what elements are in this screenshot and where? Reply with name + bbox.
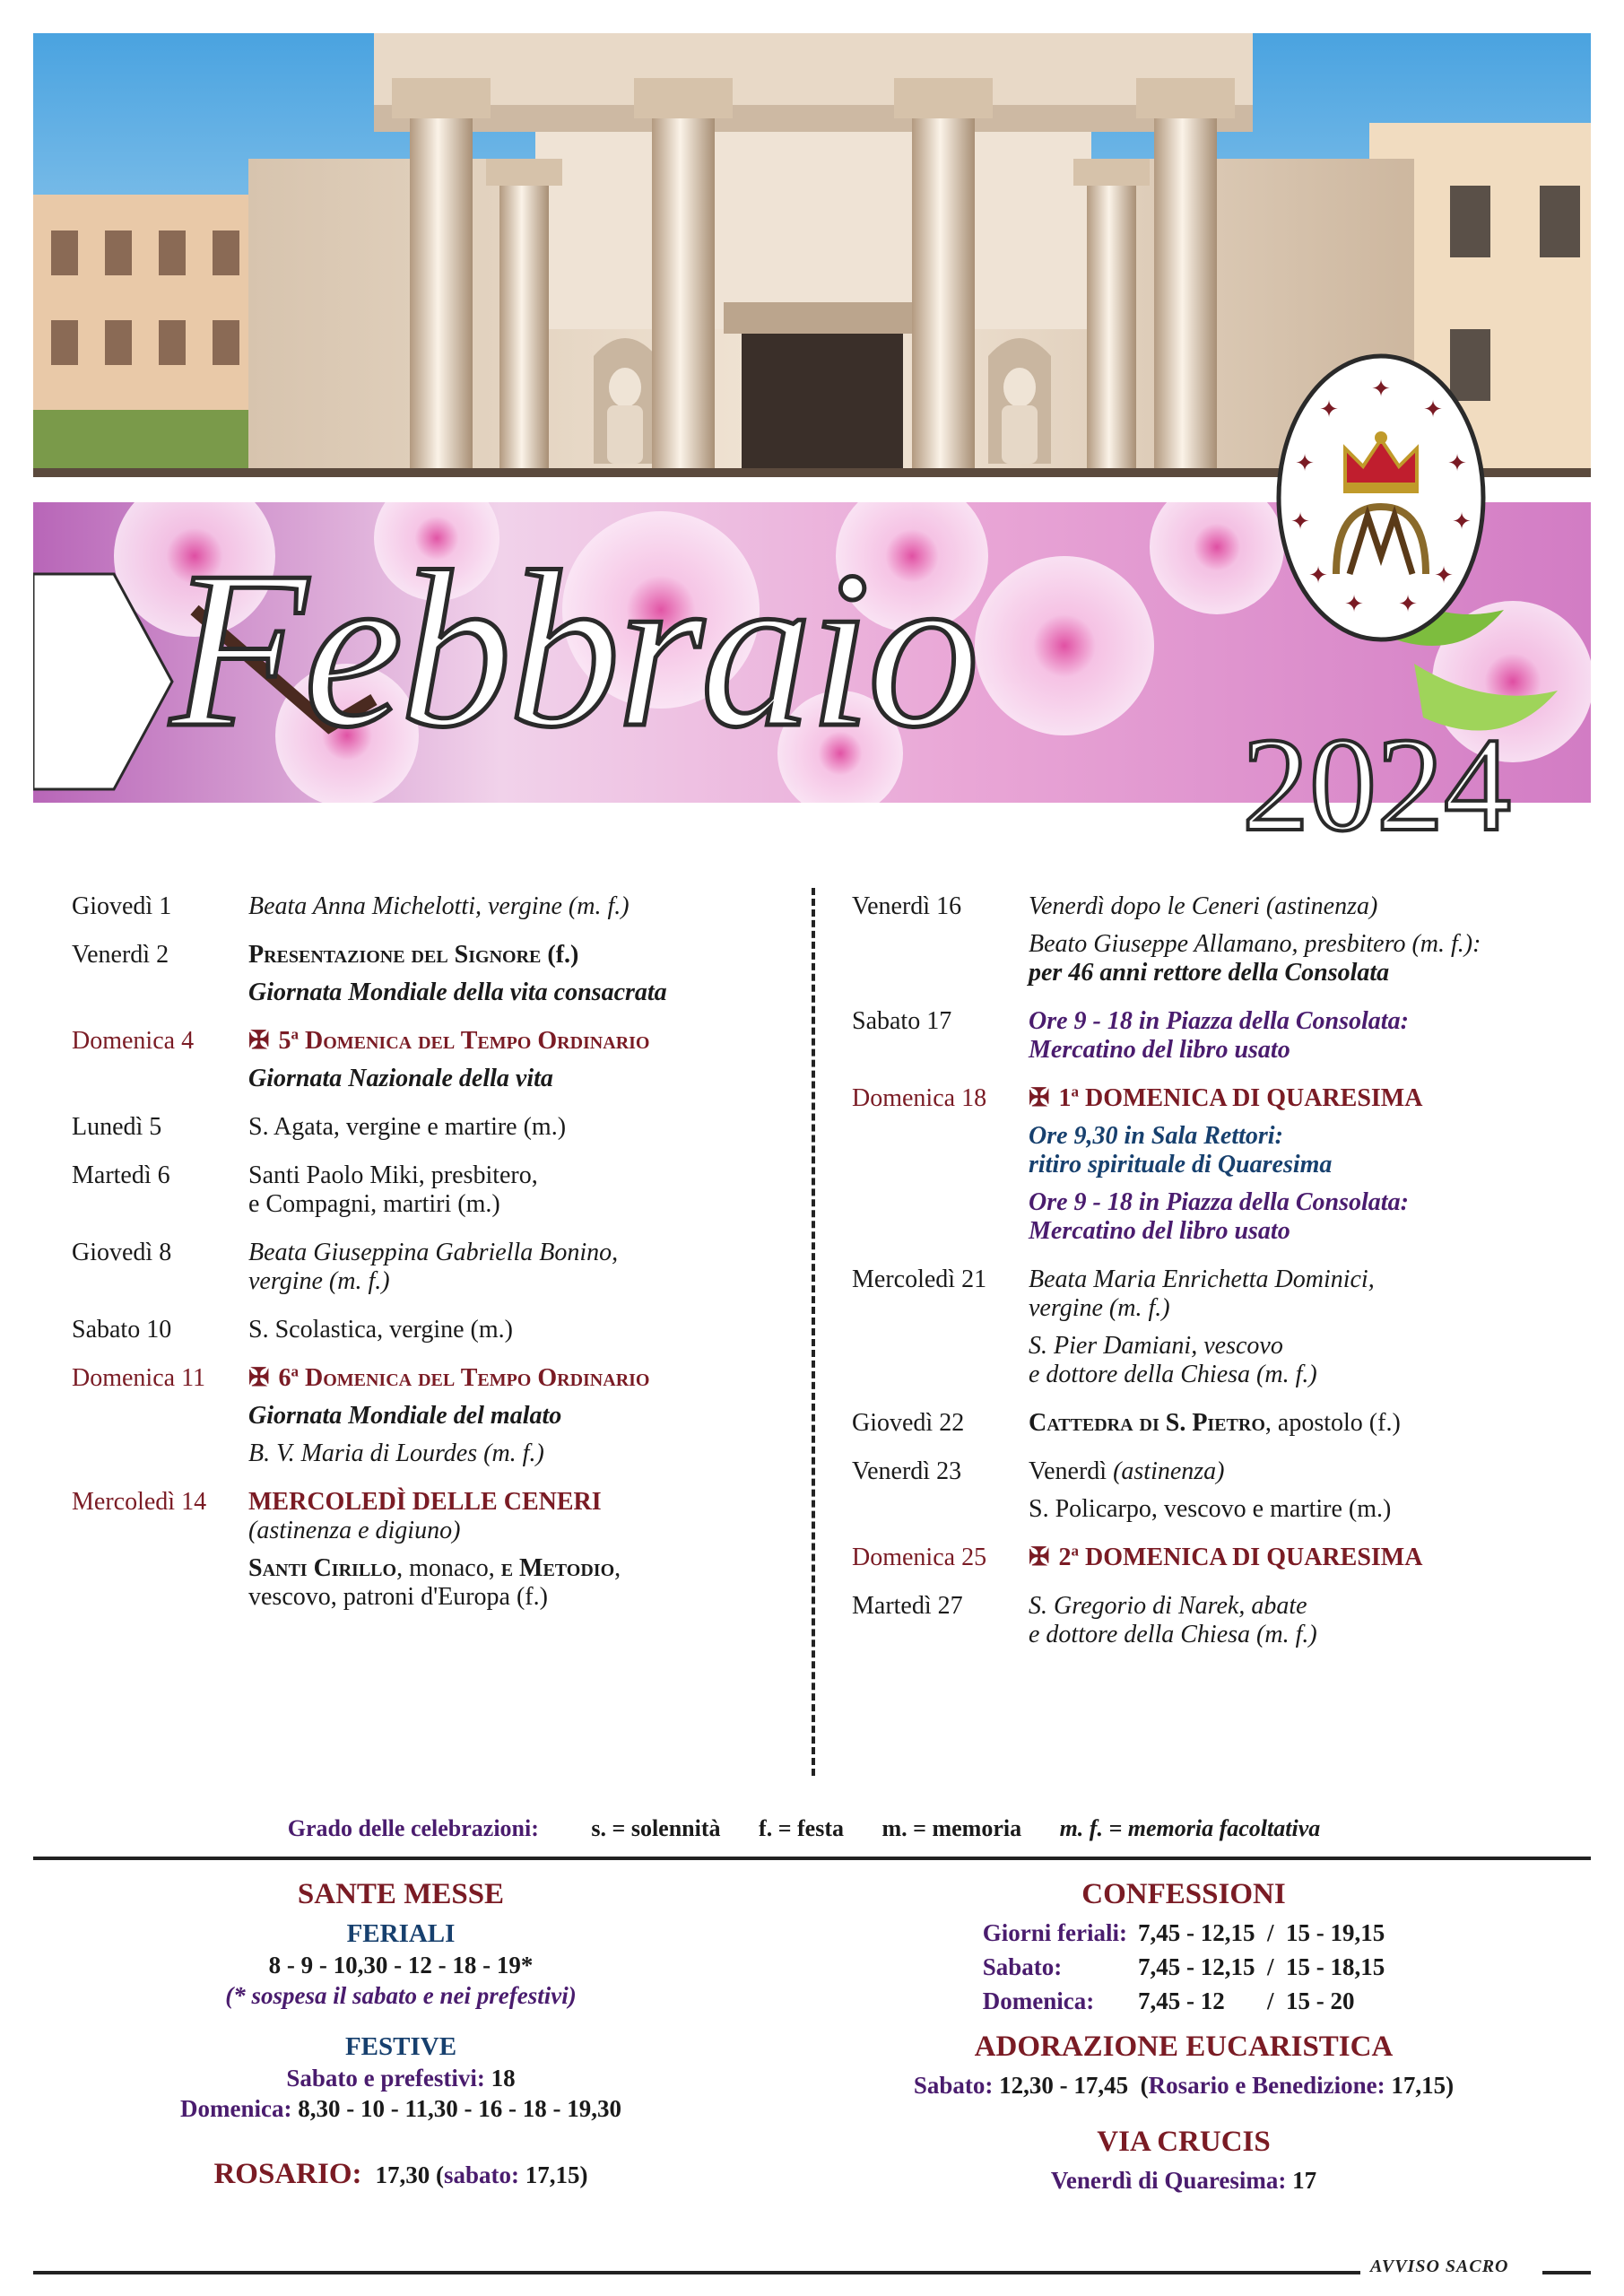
rosary-sat-label: sabato: <box>444 2161 520 2188</box>
entry-day: Mercoledì 14 <box>72 1488 207 1516</box>
entry-day: Venerdì 2 <box>72 941 169 969</box>
svg-text:✦: ✦ <box>1371 376 1391 403</box>
year-title: 2024 <box>1242 710 1511 859</box>
calendar-entry <box>72 1161 807 1219</box>
entry-day: Martedì 6 <box>72 1161 170 1189</box>
avviso-sacro-label: AVVISO SACRO <box>1370 2257 1509 2276</box>
svg-text:✦: ✦ <box>1290 509 1310 535</box>
entry-line <box>248 1554 807 1612</box>
entry-text: per 46 anni rettore della Consolata <box>1029 959 1390 987</box>
confessions-section: CONFESSIONI Giorni feriali: 7,45 - 12,15 / 15 - 19,15 Sabato: 7,45 - 12,15 / 15 - 18,15 Domenica: 7,45 - 12 / 15 - 20 ADORAZIONE EUCARISTICA Sabato: 12,30 - 17,45 (Rosario e Benedizione: 17,15) VIA CRUCIS Venerdì di Quaresima: 17 <box>807 1876 1560 2196</box>
entry-text: Presentazione del Signore <box>248 941 542 969</box>
holiday-title: FESTIVE <box>344 2032 457 2061</box>
entry-line <box>1029 1007 1587 1065</box>
entry-text: 6 <box>278 1364 291 1392</box>
entry-line <box>1029 1409 1587 1438</box>
calendar-entry <box>852 1007 1587 1065</box>
svg-text:✦: ✦ <box>1295 450 1315 477</box>
rosary-sat-time: 17,15 <box>525 2161 580 2188</box>
weekday-times: 8 - 9 - 10,30 - 12 - 18 - 19* <box>268 1952 534 1979</box>
entry-body <box>1029 1265 1587 1389</box>
section-rule <box>33 1857 1591 1860</box>
entry-text: Venerdì <box>1029 1457 1114 1485</box>
confessions-title: CONFESSIONI <box>1081 1878 1286 1910</box>
via-crucis-title: VIA CRUCIS <box>1097 2126 1271 2158</box>
entry-text: 2 <box>1058 1544 1072 1571</box>
entry-day: Sabato 10 <box>72 1316 172 1344</box>
rosary-label: ROSARIO: <box>213 2158 362 2190</box>
entry-text: Santi Paolo Miki, presbitero, e Compagni, martiri (m.) <box>248 1161 538 1218</box>
legend-label: Grado delle celebrazioni: <box>287 1815 539 1841</box>
legend-item: s. = solennità <box>591 1815 721 1841</box>
calendar-entry <box>72 1113 807 1142</box>
entry-text: S. Scolastica, vergine (m.) <box>248 1316 513 1344</box>
calendar-right-column <box>852 892 1587 1669</box>
entry-text: S. Policarpo, vescovo e martire (m.) <box>1029 1495 1392 1523</box>
calendar-left-column <box>72 892 807 1631</box>
celebration-legend <box>0 1815 1624 1842</box>
calendar-entry <box>852 1457 1587 1524</box>
via-crucis-time: 17 <box>1292 2167 1317 2194</box>
entry-line <box>1029 1265 1587 1323</box>
entry-text: DOMENICA DI QUARESIMA <box>1078 1544 1423 1571</box>
entry-text: S. Agata, vergine e martire (m.) <box>248 1113 567 1141</box>
adoration-title: ADORAZIONE EUCARISTICA <box>974 2031 1394 2063</box>
svg-text:✦: ✦ <box>1447 450 1467 477</box>
svg-text:✦: ✦ <box>1319 396 1339 423</box>
svg-text:✦: ✦ <box>1308 562 1328 589</box>
entry-body <box>248 1316 807 1344</box>
calendar-entry <box>852 892 1587 987</box>
entry-text: a <box>291 1025 299 1043</box>
conf-times: 7,45 - 12,15 / 15 - 19,15 <box>1137 1919 1385 1946</box>
svg-text:✦: ✦ <box>1423 396 1443 423</box>
entry-line <box>248 1113 807 1142</box>
entry-day: Giovedì 8 <box>72 1239 172 1266</box>
calendar-entry <box>852 1084 1587 1246</box>
entry-body <box>248 1239 807 1296</box>
calendar-entry <box>852 1544 1587 1572</box>
entry-day: Mercoledì 21 <box>852 1265 987 1293</box>
entry-day: Martedì 27 <box>852 1592 963 1620</box>
entry-text: MERCOLEDÌ DELLE CENERI <box>248 1488 602 1516</box>
entry-day: Giovedì 1 <box>72 892 172 920</box>
weekday-note: (* sospesa il sabato e nei prefestivi) <box>225 1982 577 2009</box>
calendar-entry <box>72 1364 807 1468</box>
entry-day: Sabato 17 <box>852 1007 952 1035</box>
entry-text: B. V. Maria di Lourdes (m. f.) <box>248 1439 544 1467</box>
cross-icon: ✠ <box>1029 1544 1050 1571</box>
entry-text: , apostolo (f.) <box>1264 1409 1401 1437</box>
entry-text: Beato Giuseppe Allamano, presbitero (m. f.): <box>1029 930 1481 958</box>
entry-day: Domenica 25 <box>852 1544 987 1571</box>
entry-day: Venerdì 16 <box>852 892 962 920</box>
calendar-entry <box>72 941 807 1007</box>
entry-text: Santi Cirillo <box>248 1554 397 1582</box>
entry-text: a <box>291 1362 299 1380</box>
entry-text: 1 <box>1058 1084 1072 1112</box>
entry-line <box>1029 892 1587 921</box>
entry-text: Domenica del Tempo Ordinario <box>298 1364 650 1392</box>
entry-text: a <box>1071 1542 1079 1560</box>
entry-body <box>248 1027 807 1093</box>
entry-line <box>248 1364 807 1393</box>
entry-body <box>248 1364 807 1468</box>
sunday-times: 8,30 - 10 - 11,30 - 16 - 18 - 19,30 <box>298 2095 621 2122</box>
entry-text: Ore 9 - 18 in Piazza della Consolata: Mercatino del libro usato <box>1029 1007 1409 1064</box>
entry-text: Domenica del Tempo Ordinario <box>298 1027 650 1055</box>
adoration-sat-label: Sabato: <box>913 2072 994 2099</box>
entry-body <box>1029 1544 1587 1572</box>
cross-icon: ✠ <box>248 1364 270 1392</box>
entry-line <box>1029 1332 1587 1389</box>
entry-body <box>1029 1007 1587 1065</box>
entry-text: e Metodio <box>500 1554 615 1582</box>
footer-rule <box>1542 2271 1591 2274</box>
conf-label: Sabato: <box>982 1953 1063 1980</box>
entry-line <box>248 1065 807 1093</box>
entry-text: Cattedra di S. Pietro <box>1029 1409 1265 1437</box>
benediction-label: Rosario e Benedizione: <box>1148 2072 1385 2099</box>
entry-text: S. Gregorio di Narek, abate e dottore della Chiesa (m. f.) <box>1029 1592 1317 1648</box>
entry-text: a <box>1071 1083 1079 1100</box>
entry-line <box>1029 1188 1587 1246</box>
conf-times: 7,45 - 12,15 / 15 - 18,15 <box>1137 1953 1385 1980</box>
entry-text: Giornata Mondiale della vita consacrata <box>248 978 667 1006</box>
entry-body <box>248 1161 807 1219</box>
entry-line <box>248 1239 807 1296</box>
legend-item: m. = memoria <box>881 1815 1022 1841</box>
masses-title: SANTE MESSE <box>297 1878 505 1910</box>
entry-day: Venerdì 23 <box>852 1457 962 1485</box>
entry-text: (astinenza e digiuno) <box>248 1517 461 1544</box>
entry-line <box>1029 1084 1587 1113</box>
svg-text:✦: ✦ <box>1398 591 1418 618</box>
entry-day: Lunedì 5 <box>72 1113 162 1141</box>
legend-item: f. = festa <box>759 1815 844 1841</box>
entry-line <box>248 892 807 921</box>
entry-day: Domenica 4 <box>72 1027 195 1055</box>
entry-day: Giovedì 22 <box>852 1409 965 1437</box>
month-title: Febbraio <box>170 526 977 774</box>
entry-line <box>1029 1592 1587 1649</box>
column-divider <box>812 888 815 1776</box>
entry-line <box>248 1439 807 1468</box>
masses-section: SANTE MESSE FERIALI 8 - 9 - 10,30 - 12 - 18 - 19* (* sospesa il sabato e nei prefestivi) FESTIVE Sabato e prefestivi: 18 Domenica: 8,30 - 10 - 11,30 - 16 - 18 - 19,30 ROSARIO: 17,30 (sabato: 17,15) <box>33 1876 769 2192</box>
entry-body <box>1029 1592 1587 1649</box>
entry-body <box>248 892 807 921</box>
entry-text: Ore 9,30 in Sala Rettori: ritiro spirituale di Quaresima <box>1029 1122 1333 1178</box>
entry-body <box>1029 1084 1587 1246</box>
entry-line <box>1029 1544 1587 1572</box>
entry-body <box>248 1113 807 1142</box>
entry-day: Domenica 11 <box>72 1364 206 1392</box>
entry-line <box>248 1161 807 1219</box>
calendar-entry <box>72 1239 807 1296</box>
calendar-entry <box>852 1592 1587 1649</box>
calendar-entry <box>72 892 807 921</box>
entry-line <box>248 1027 807 1056</box>
entry-line <box>248 1316 807 1344</box>
benediction-time: 17,15 <box>1391 2072 1446 2099</box>
entry-day: Domenica 18 <box>852 1084 987 1112</box>
svg-text:✦: ✦ <box>1452 509 1472 535</box>
entry-line <box>248 978 807 1007</box>
sunday-label: Domenica: <box>180 2095 292 2122</box>
cross-icon: ✠ <box>1029 1084 1050 1112</box>
legend-item: m. f. = memoria facoltativa <box>1059 1815 1321 1841</box>
entry-text: , vescovo, patroni d'Europa (f.) <box>248 1554 621 1611</box>
entry-body <box>1029 892 1587 987</box>
conf-times: 7,45 - 12 / 15 - 20 <box>1137 1987 1355 2014</box>
entry-line <box>1029 930 1587 987</box>
entry-body <box>1029 1409 1587 1438</box>
saturday-times: 18 <box>491 2065 516 2092</box>
entry-text: 5 <box>278 1027 291 1055</box>
entry-body <box>248 1488 807 1612</box>
saturday-label: Sabato e prefestivi: <box>286 2065 485 2092</box>
entry-line <box>1029 1122 1587 1179</box>
calendar-entry <box>72 1316 807 1344</box>
via-crucis-label: Venerdì di Quaresima: <box>1050 2167 1287 2194</box>
entry-text: Beata Anna Michelotti, vergine (m. f.) <box>248 892 630 920</box>
entry-line <box>248 1402 807 1431</box>
entry-text: S. Pier Damiani, vescovo e dottore della Chiesa (m. f.) <box>1029 1332 1317 1388</box>
footer-rule <box>33 2271 1360 2274</box>
entry-text: (astinenza) <box>1113 1457 1225 1485</box>
calendar-entry <box>72 1027 807 1093</box>
entry-text: , monaco, <box>396 1554 501 1582</box>
weekday-title: FERIALI <box>346 1919 456 1948</box>
entry-line <box>248 941 807 970</box>
calendar-entry <box>852 1409 1587 1438</box>
confessions-table <box>983 1916 1385 2018</box>
svg-text:✦: ✦ <box>1434 562 1454 589</box>
cross-icon: ✠ <box>248 1027 270 1055</box>
entry-text: Beata Maria Enrichetta Dominici, vergine (m. f.) <box>1029 1265 1375 1322</box>
entry-text: Giornata Nazionale della vita <box>248 1065 553 1092</box>
calendar-entry <box>852 1265 1587 1389</box>
entry-line <box>248 1488 807 1545</box>
adoration-sat-times: 12,30 - 17,45 <box>999 2072 1129 2099</box>
entry-body <box>248 941 807 1007</box>
consolata-emblem <box>1273 350 1489 646</box>
calendar-entry <box>72 1488 807 1612</box>
conf-label: Domenica: <box>982 1987 1095 2014</box>
entry-line <box>1029 1457 1587 1486</box>
entry-text: DOMENICA DI QUARESIMA <box>1078 1084 1423 1112</box>
entry-line <box>1029 1495 1587 1524</box>
conf-label: Giorni feriali: <box>982 1919 1127 1946</box>
entry-text: (f.) <box>541 941 579 969</box>
svg-text:✦: ✦ <box>1344 591 1364 618</box>
entry-text: Venerdì dopo le Ceneri (astinenza) <box>1029 892 1378 920</box>
rosary-time: 17,30 <box>375 2161 430 2188</box>
entry-body <box>1029 1457 1587 1524</box>
entry-text: Beata Giuseppina Gabriella Bonino, vergine (m. f.) <box>248 1239 619 1295</box>
entry-text: Ore 9 - 18 in Piazza della Consolata: Mercatino del libro usato <box>1029 1188 1409 1245</box>
entry-text: Giornata Mondiale del malato <box>248 1402 562 1430</box>
